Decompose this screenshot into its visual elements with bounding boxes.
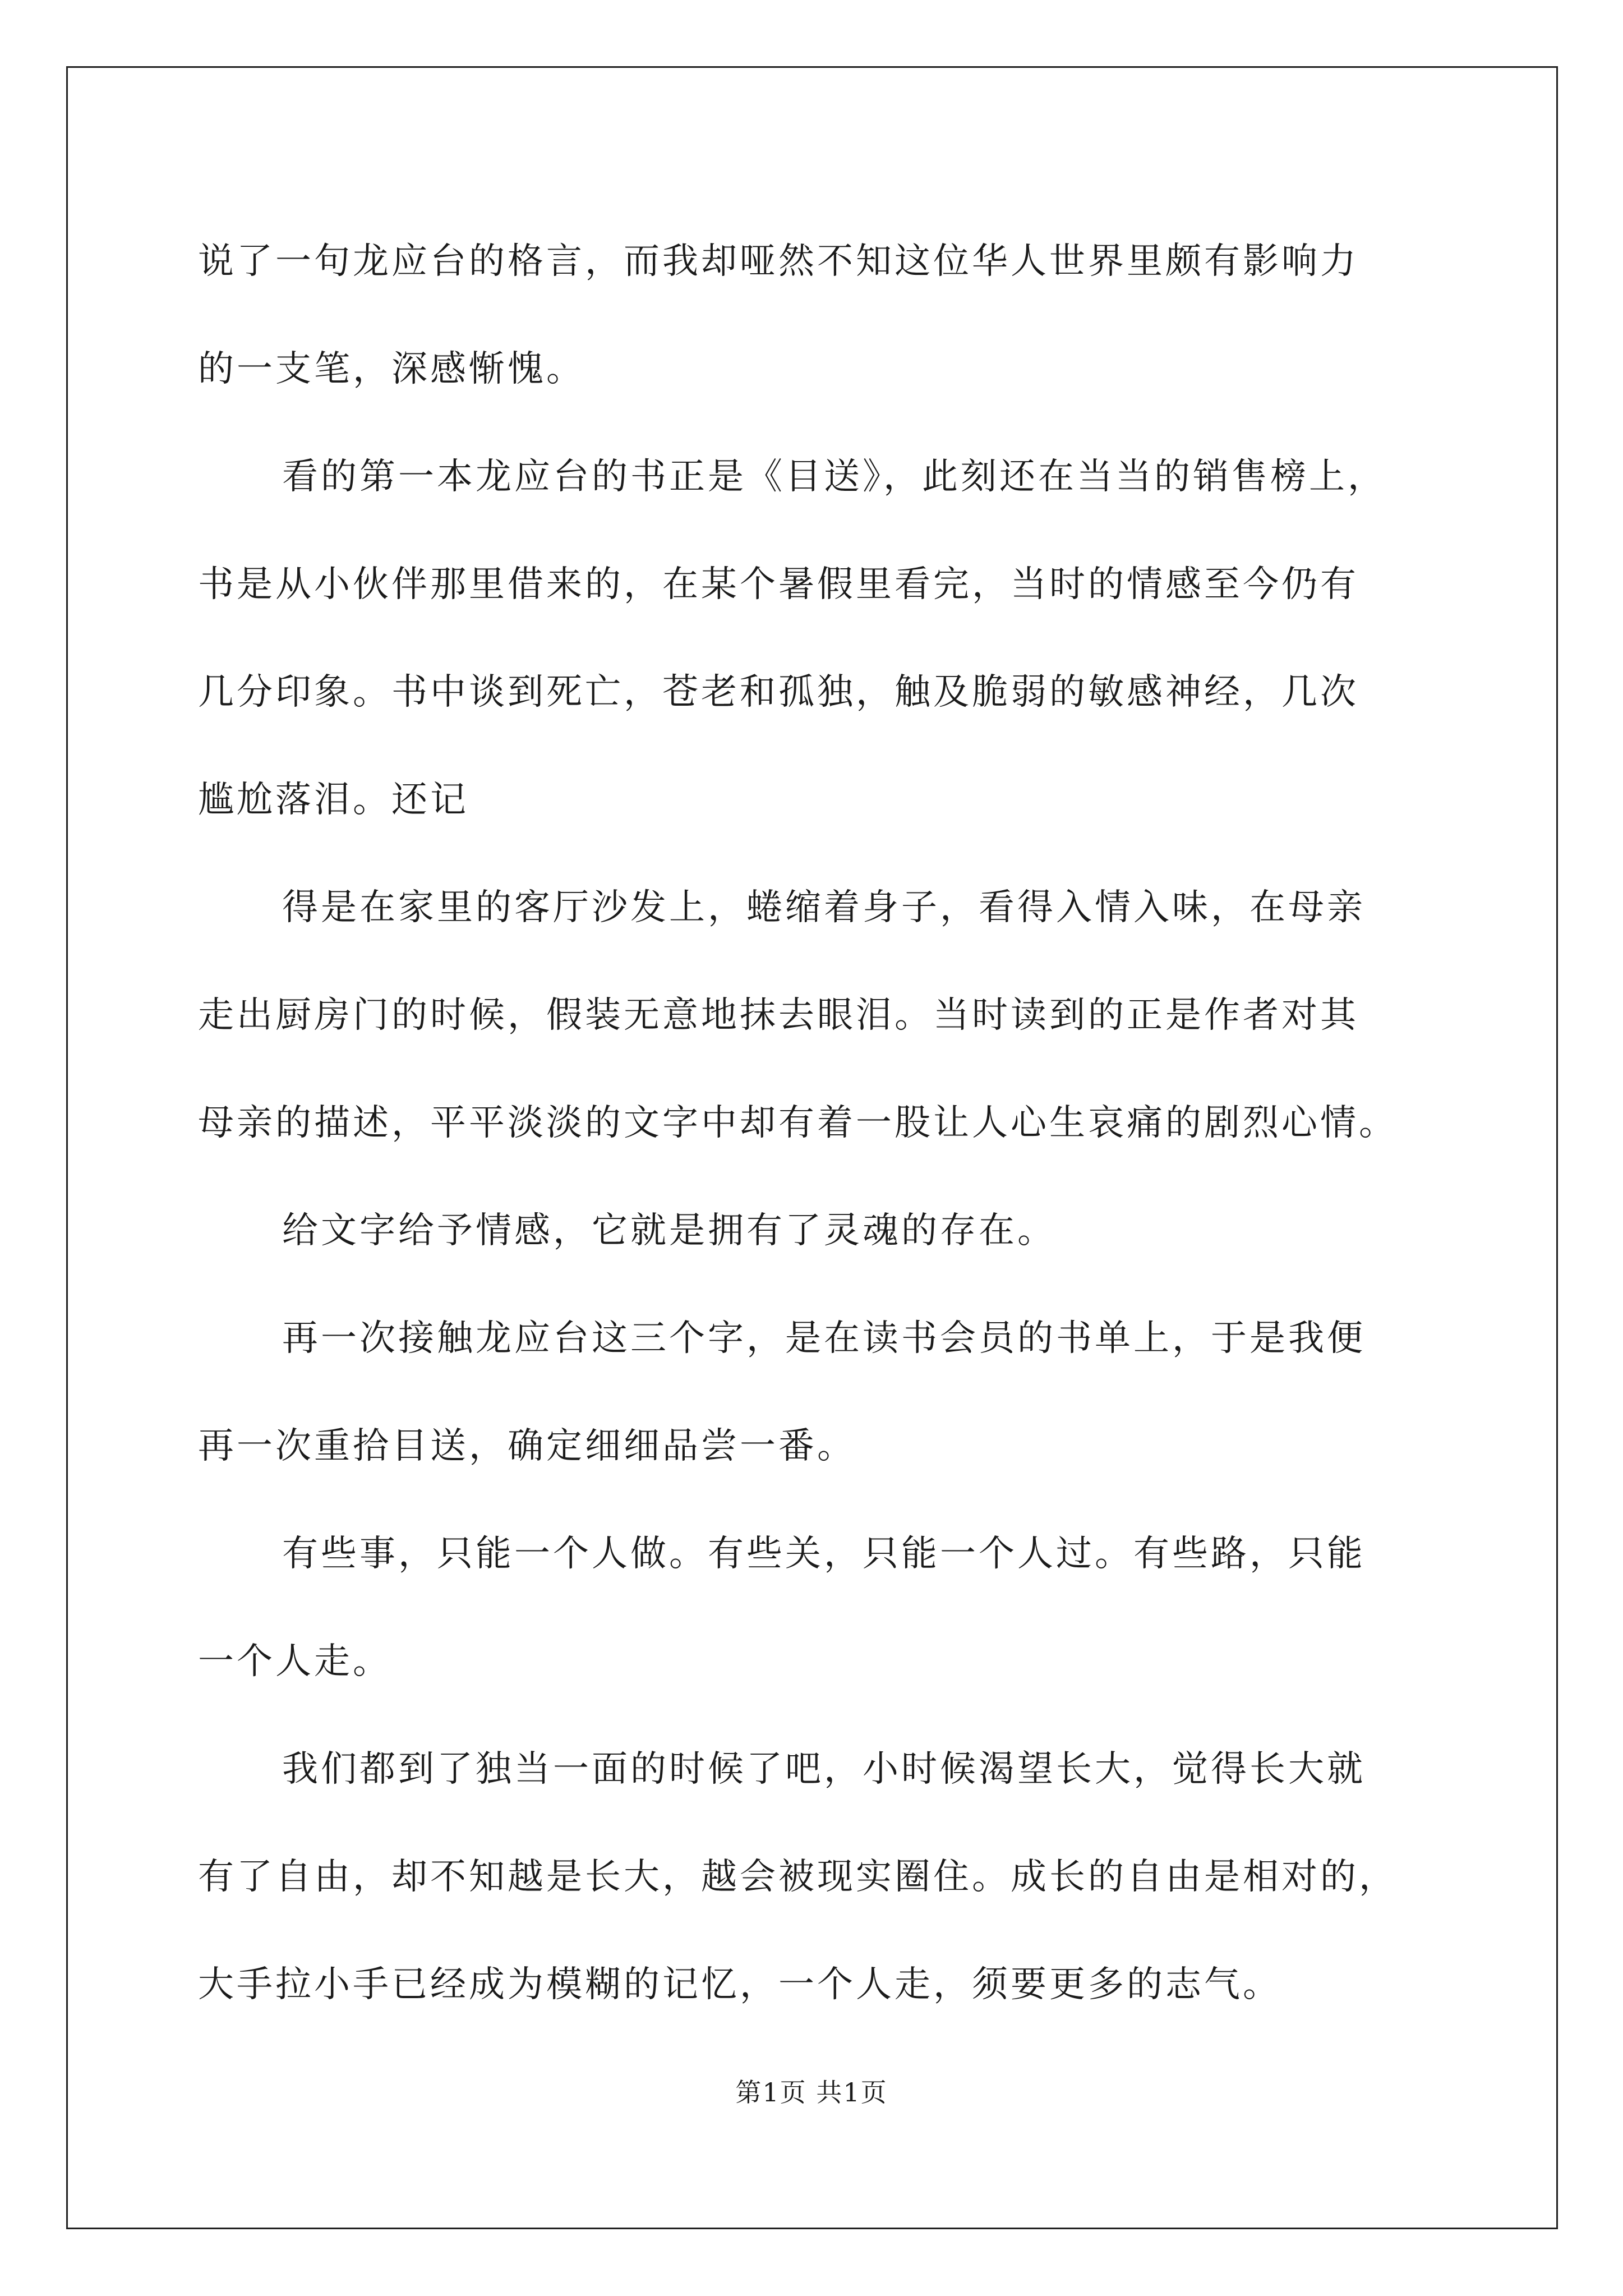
text-line: 有了自由，却不知越是长大，越会被现实圈住。成长的自由是相对的， [198, 1856, 1398, 1898]
paragraph [198, 854, 1432, 1177]
text-line: 几分印象。书中谈到死亡，苍老和孤独，触及脆弱的敏感神经，几次 [198, 671, 1359, 713]
text-line: 尴尬落泪。还记 [198, 779, 469, 821]
paragraph [198, 1500, 1432, 1715]
text-line: 书是从小伙伴那里借来的，在某个暑假里看完，当时的情感至今仍有 [198, 564, 1359, 605]
text-line: 大手拉小手已经成为模糊的记忆，一个人走，须要更多的志气。 [198, 1964, 1281, 2005]
text-line: 再一次接触龙应台这三个字，是在读书会员的书单上，于是我便 [282, 1318, 1366, 1359]
page-number: 第1页 [735, 2077, 807, 2108]
text-line: 一个人走。 [198, 1641, 391, 1682]
text-line: 我们都到了独当一面的时候了吧，小时候渴望长大，觉得长大就 [282, 1749, 1366, 1790]
paragraph [198, 1285, 1432, 1500]
text-line: 再一次重拾目送，确定细细品尝一番。 [198, 1425, 856, 1467]
page-footer [0, 2076, 1623, 2109]
paragraph [198, 1177, 1432, 1285]
text-line: 的一支笔，深感惭愧。 [198, 348, 585, 390]
text-line: 有些事，只能一个人做。有些关，只能一个人过。有些路，只能 [282, 1533, 1366, 1575]
text-line: 说了一句龙应台的格言，而我却哑然不知这位华人世界里颇有影响力 [198, 241, 1359, 282]
paragraph [198, 423, 1432, 854]
text-line: 走出厨房门的时候，假装无意地抹去眼泪。当时读到的正是作者对其 [198, 995, 1359, 1036]
paragraph [198, 1715, 1432, 2039]
page-total: 共1页 [816, 2077, 888, 2108]
text-line: 母亲的描述，平平淡淡的文字中却有着一股让人心生哀痛的剧烈心情。 [198, 1102, 1398, 1144]
document-body [198, 208, 1432, 2039]
paragraph [198, 208, 1432, 423]
text-line: 看的第一本龙应台的书正是《目送》，此刻还在当当的销售榜上， [282, 456, 1386, 498]
text-line: 给文字给予情感，它就是拥有了灵魂的存在。 [282, 1210, 1056, 1251]
text-line: 得是在家里的客厅沙发上，蜷缩着身子，看得入情入味，在母亲 [282, 887, 1366, 928]
